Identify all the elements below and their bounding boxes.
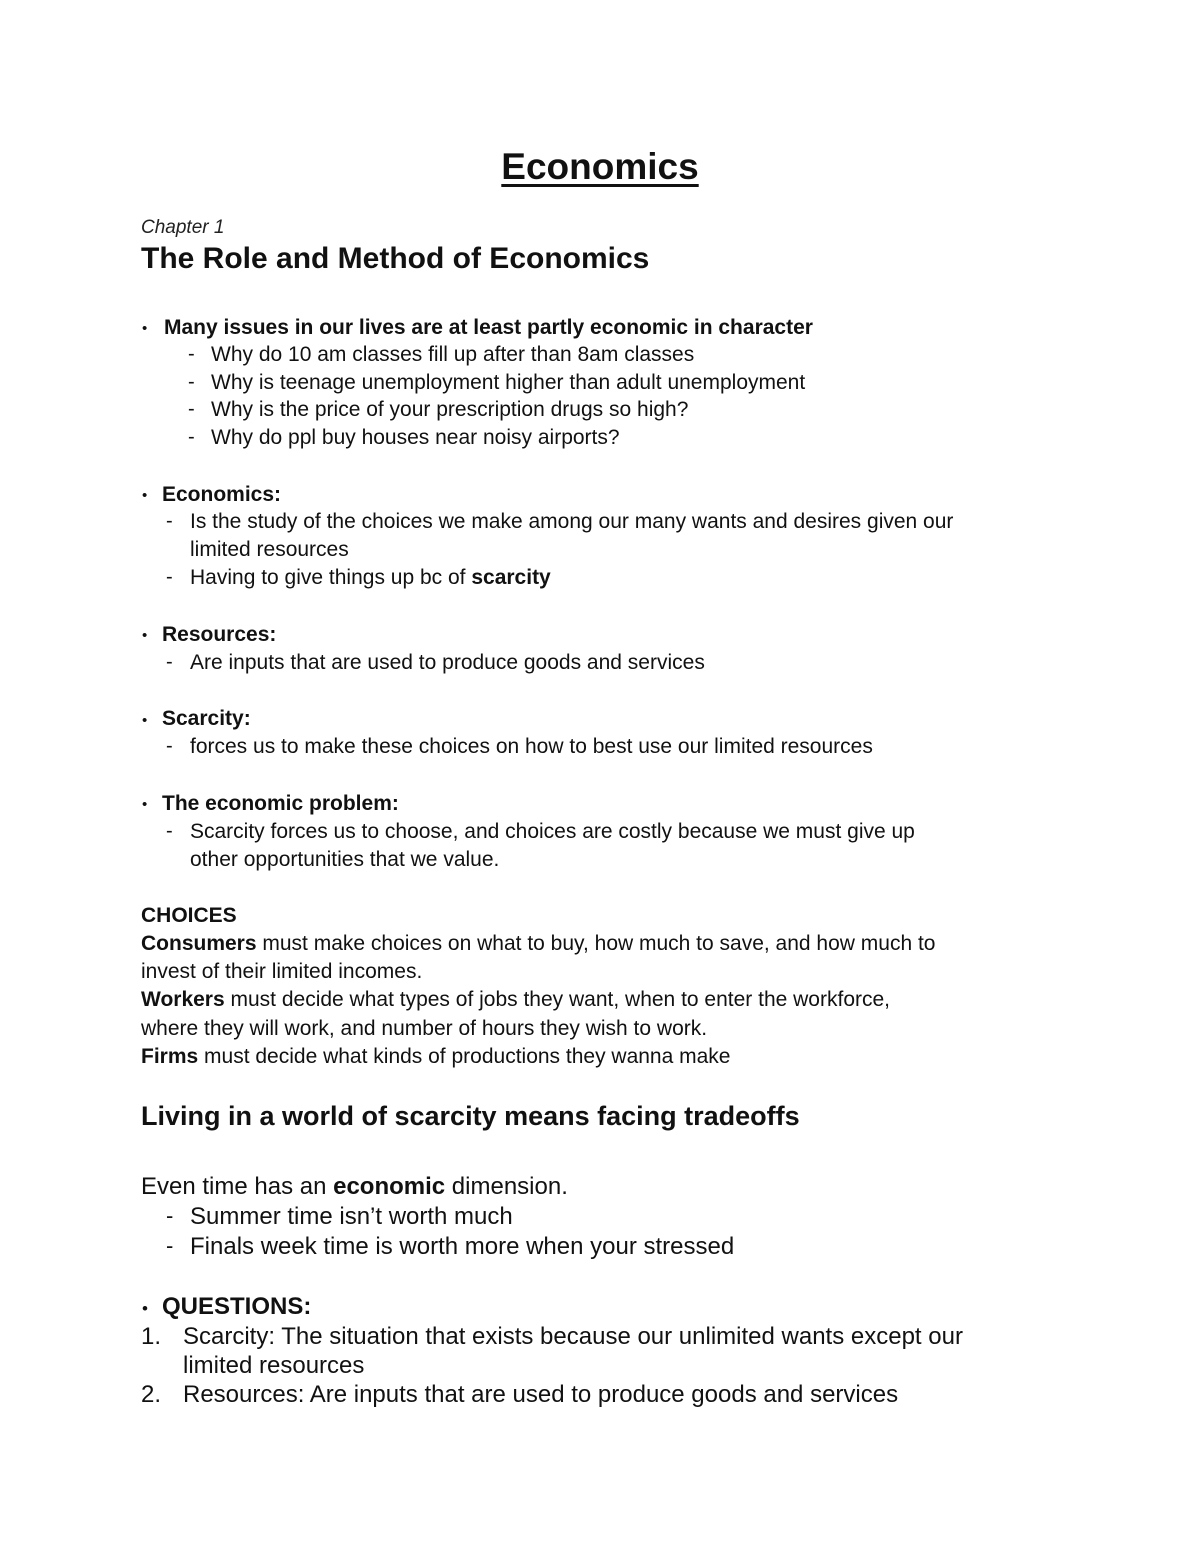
section-heading-tradeoffs: Living in a world of scarcity means facing tradeoffs <box>141 1101 800 1131</box>
keyword-firms: Firms <box>141 1045 199 1068</box>
list-number: 1. <box>141 1323 162 1350</box>
list-item: Are inputs that are used to produce goods and services <box>190 651 705 674</box>
keyword-consumers: Consumers <box>141 932 257 955</box>
list-item: Scarcity: The situation that exists because our unlimited wants except our <box>183 1323 963 1350</box>
list-item: Why is teenage unemployment higher than adult unemployment <box>211 371 806 394</box>
paragraph-line: where they will work, and number of hours they wish to work. <box>141 1017 708 1040</box>
dash-icon: - <box>166 820 173 842</box>
paragraph-line <box>141 988 890 1012</box>
list-item: Why do 10 am classes fill up after than 8am classes <box>211 343 695 366</box>
text-run: Even time has an <box>141 1173 334 1200</box>
paragraph-line <box>141 1045 730 1069</box>
list-item: Is the study of the choices we make among our many wants and desires given our <box>190 510 954 533</box>
text-run: must make choices on what to buy, how much to save, and how much to <box>256 932 936 955</box>
list-item-continuation: limited resources <box>183 1352 365 1379</box>
list-item <box>190 566 551 590</box>
paragraph-line <box>141 1173 568 1201</box>
text-run: must decide what types of jobs they want, when to enter the workforce, <box>224 988 891 1011</box>
dash-icon: - <box>188 343 195 365</box>
list-number: 2. <box>141 1381 162 1408</box>
list-item: Summer time isn’t worth much <box>190 1203 513 1230</box>
bullet-icon: • <box>142 1299 148 1318</box>
list-item: Finals week time is worth more when your stressed <box>190 1233 735 1260</box>
dash-icon: - <box>188 426 195 448</box>
bullet-icon: • <box>142 712 148 729</box>
bullet-icon: • <box>142 627 148 644</box>
choices-heading: CHOICES <box>141 904 237 927</box>
dash-icon: - <box>166 651 173 673</box>
list-item: Why do ppl buy houses near noisy airports? <box>211 426 620 449</box>
chapter-label: Chapter 1 <box>141 217 225 238</box>
document-title: Economics <box>501 146 699 187</box>
list-item: Resources: Are inputs that are used to produce goods and services <box>183 1381 899 1408</box>
list-item: forces us to make these choices on how to best use our limited resources <box>190 735 873 758</box>
dash-icon: - <box>166 735 173 757</box>
section-heading-economics: Economics: <box>162 483 282 506</box>
keyword-economic: economic <box>333 1173 446 1200</box>
text-run: dimension. <box>445 1173 568 1200</box>
dash-icon: - <box>188 371 195 393</box>
bullet-icon: • <box>142 320 148 337</box>
chapter-heading: The Role and Method of Economics <box>141 242 650 275</box>
keyword-workers: Workers <box>141 988 225 1011</box>
dash-icon: - <box>166 566 173 588</box>
list-item: Scarcity forces us to choose, and choices are costly because we must give up <box>190 820 915 843</box>
bullet-icon: • <box>142 796 148 813</box>
paragraph-line: invest of their limited incomes. <box>141 960 423 983</box>
text-run: must decide what kinds of productions they wanna make <box>198 1045 731 1068</box>
dash-icon: - <box>166 1203 174 1228</box>
questions-heading: QUESTIONS: <box>162 1293 312 1320</box>
list-item: Why is the price of your prescription drugs so high? <box>211 398 689 421</box>
section-heading-resources: Resources: <box>162 623 277 646</box>
list-item-continuation: other opportunities that we value. <box>190 848 500 871</box>
text-run: Having to give things up bc of <box>190 566 472 589</box>
dash-icon: - <box>166 510 173 532</box>
section-heading-issues: Many issues in our lives are at least partly economic in character <box>164 316 813 339</box>
bullet-icon: • <box>142 487 148 504</box>
dash-icon: - <box>188 398 195 420</box>
list-item-continuation: limited resources <box>190 538 349 561</box>
dash-icon: - <box>166 1233 174 1258</box>
keyword-scarcity: scarcity <box>471 566 551 589</box>
section-heading-scarcity: Scarcity: <box>162 707 251 730</box>
paragraph-line <box>141 932 935 956</box>
section-heading-economic-problem: The economic problem: <box>162 792 399 815</box>
